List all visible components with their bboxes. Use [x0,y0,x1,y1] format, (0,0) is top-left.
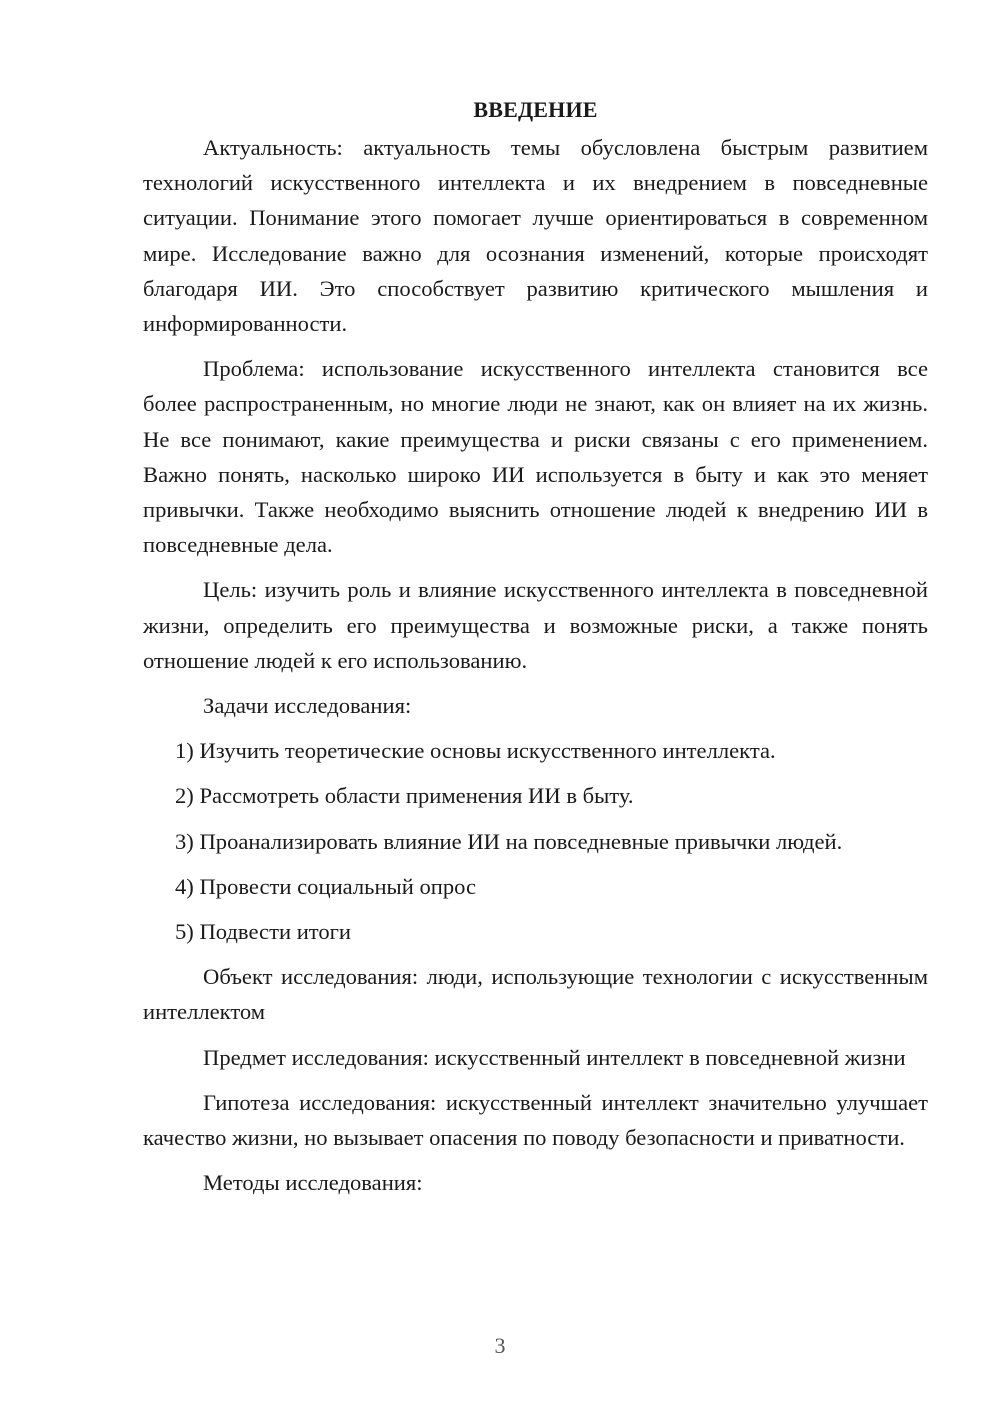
problem-paragraph: Проблема: использование искусственного интеллекта становится все более распространенным, но многие люди не знают, как он влияет на их жизнь. Не все понимают, какие преимущества и риски связаны с его применением. Важно понять, насколько широко ИИ используется в быту и как это меняет привычки. Также необходимо выяснить отношение людей к внедрению ИИ в повседневные дела. [143,356,928,558]
subject-paragraph: Предмет исследования: искусственный интеллект в повседневной жизни [203,1044,906,1070]
tasks-list [143,733,928,949]
object-paragraph: Объект исследования: люди, использующие технологии с искусственным интеллектом [143,964,928,1025]
task-item: 4) Провести социальный опрос [175,873,477,899]
methods-heading: Методы исследования: [203,1170,423,1196]
hypothesis-paragraph: Гипотеза исследования: искусственный интеллект значительно улучшает качество жизни, но вызывает опасения по поводу безопасности и приватности. [143,1089,928,1151]
section-title: ВВЕДЕНИЕ [473,97,598,122]
task-item: 3) Проанализировать влияние ИИ на повседневные привычки людей. [175,828,843,854]
document-page [143,92,928,1210]
task-item: 5) Подвести итоги [175,919,352,945]
task-item: 1) Изучить теоретические основы искусственного интеллекта. [175,738,776,764]
goal-paragraph: Цель: изучить роль и влияние искусственного интеллекта в повседневной жизни, определить его преимущества и возможные риски, а также понять отношение людей к его использованию. [143,577,928,673]
task-item: 2) Рассмотреть области применения ИИ в быту. [175,783,634,809]
relevance-paragraph: Актуальность: актуальность темы обусловлена быстрым развитием технологий искусственного интеллекта и их внедрением в повседневные ситуации. Понимание этого помогает лучше ориентироваться в современном мире. Исследование важно для осознания изменений, которые происходят благодаря ИИ. Это способствует развитию критического мышления и информированности. [143,135,928,337]
tasks-heading: Задачи исследования: [203,693,412,719]
page-number: 3 [494,1333,506,1358]
